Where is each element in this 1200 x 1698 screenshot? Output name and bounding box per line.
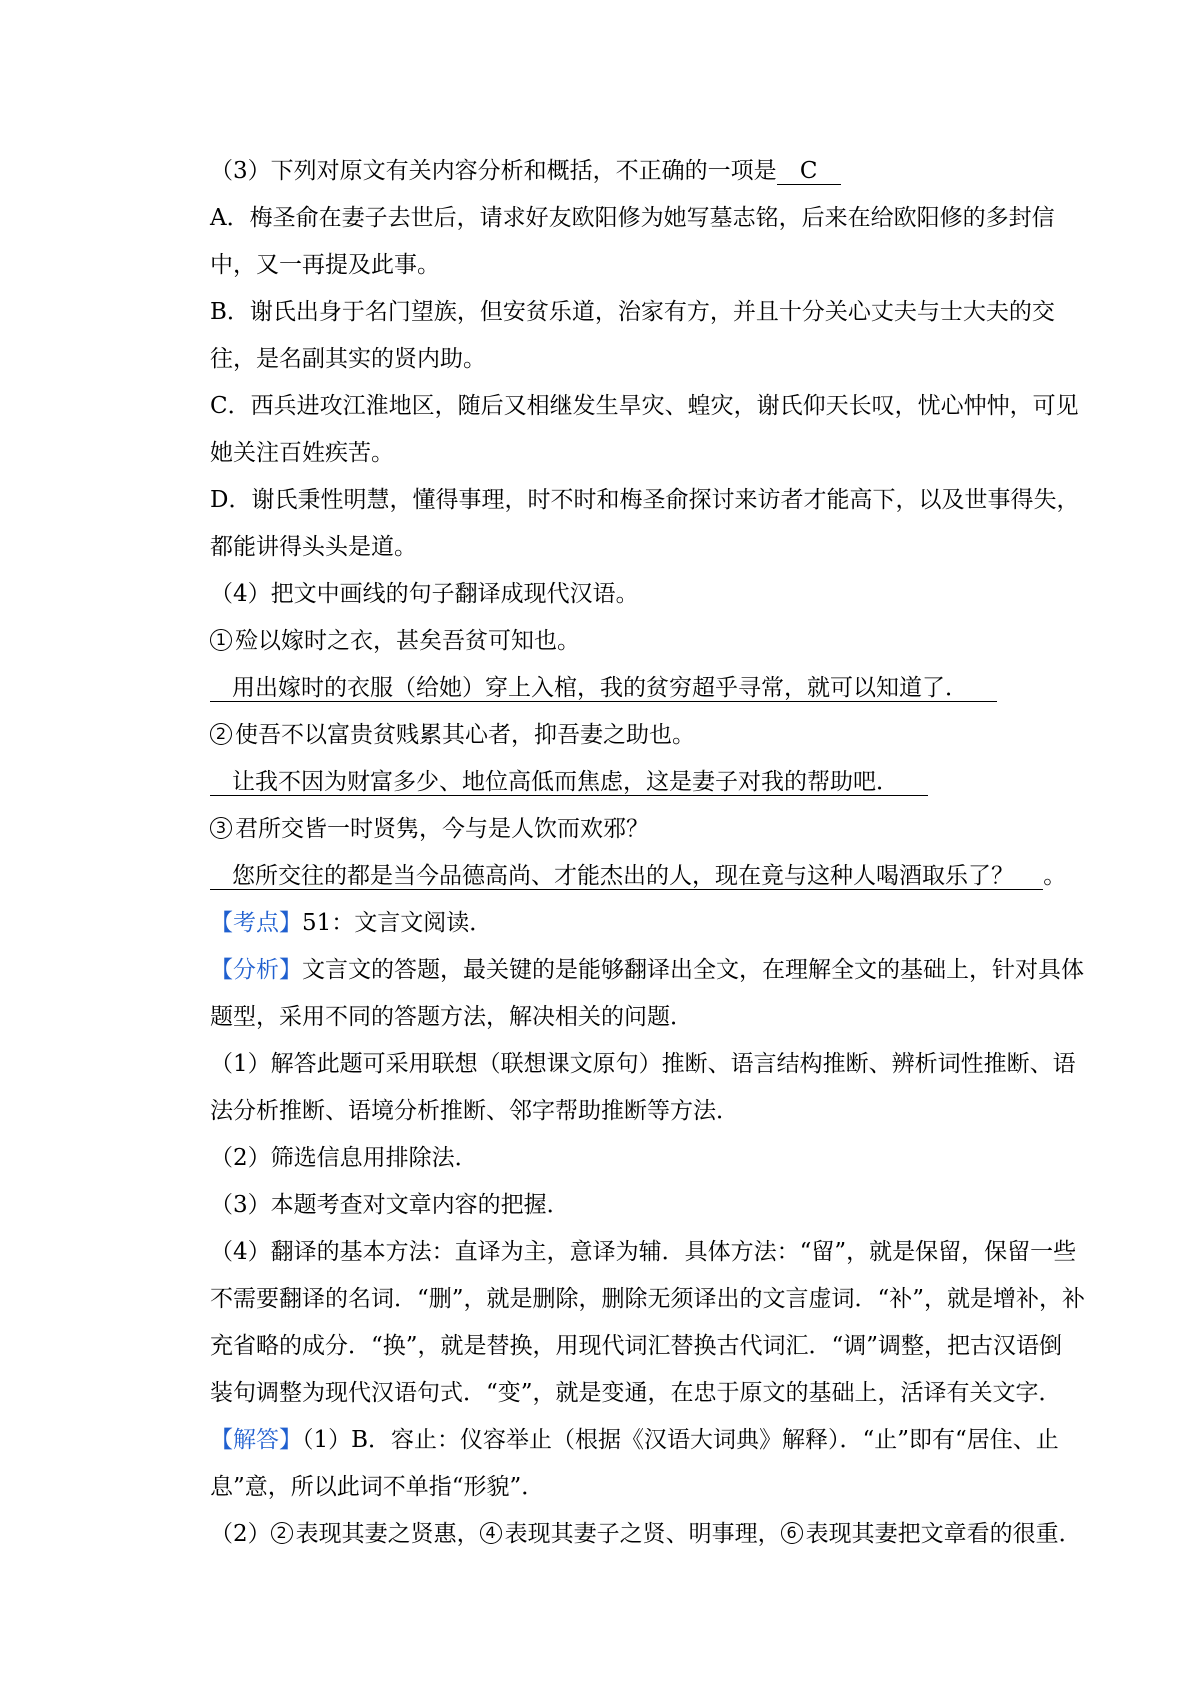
jieda-text-1: （1）B．容止：仪容举止（根据《汉语大词典》解释）．“止”即有“居住、止 xyxy=(302,1427,1059,1453)
circled-number: 2 xyxy=(210,723,232,745)
fenxi-p4-line3: 充省略的成分．“换”，就是替换，用现代词汇替换古代词汇．“调”调整，把古汉语倒 xyxy=(210,1333,1063,1359)
fenxi-p4-line1: （4）翻译的基本方法：直译为主，意译为辅．具体方法：“留”，就是保留，保留一些 xyxy=(210,1239,1077,1265)
q4-item-3-translation: 您所交往的都是当今品德高尚、才能杰出的人，现在竟与这种人喝酒取乐了？ xyxy=(231,863,1014,889)
q4-item-1-translation-line xyxy=(210,665,1030,712)
kaodian-tag: 【考点】 xyxy=(210,910,302,936)
jieda-line3-a: 表现其妻之贤惠， xyxy=(295,1521,480,1547)
fenxi-line1 xyxy=(210,947,1084,994)
document-content xyxy=(210,148,1086,1558)
q3-option-b-line1: B．谢氏出身于名门望族，但安贫乐道，治家有方，并且十分关心丈夫与士大夫的交 xyxy=(210,299,1055,325)
q3-option-a-line2: 中，又一再提及此事。 xyxy=(210,252,440,278)
q4-item-2-translation-line xyxy=(210,759,1030,806)
q4-prompt: （4）把文中画线的句子翻译成现代汉语。 xyxy=(210,581,639,607)
jieda-line1 xyxy=(210,1417,1059,1464)
fenxi-p4-line2: 不需要翻译的名词．“删”，就是删除，删除无须译出的文言虚词．“补”，就是增补，补 xyxy=(210,1286,1086,1312)
q4-item-3-translation-blank xyxy=(210,863,1043,890)
circled-number: 3 xyxy=(210,817,232,839)
q3-option-c-line1: C．西兵进攻江淮地区，随后又相继发生旱灾、蝗灾，谢氏仰天长叹，忧心忡忡，可见 xyxy=(210,393,1079,419)
fenxi-line2: 题型，采用不同的答题方法，解决相关的问题． xyxy=(210,1004,693,1030)
jieda-tag: 【解答】 xyxy=(210,1427,302,1453)
fenxi-p3: （3）本题考查对文章内容的把握． xyxy=(210,1192,570,1218)
fenxi-text-1: 文言文的答题，最关键的是能够翻译出全文，在理解全文的基础上，针对具体 xyxy=(302,957,1084,983)
circled-number: 1 xyxy=(210,629,232,651)
jieda-line3-prefix: （2） xyxy=(210,1521,271,1547)
q4-item-3-tail: 。 xyxy=(1043,863,1067,889)
fenxi-p1-line2: 法分析推断、语境分析推断、邻字帮助推断等方法． xyxy=(210,1098,739,1124)
jieda-line2: 息”意，所以此词不单指“形貌”． xyxy=(210,1474,545,1500)
fenxi-p4-line4: 装句调整为现代汉语句式．“变”，就是变通，在忠于原文的基础上，活译有关文字． xyxy=(210,1380,1062,1406)
fenxi-tag: 【分析】 xyxy=(210,957,302,983)
circled-number: 4 xyxy=(480,1522,502,1544)
q4-item-1-translation: 用出嫁时的衣服（给她）穿上入棺，我的贫穷超乎寻常，就可以知道了． xyxy=(231,675,968,701)
circled-number: 2 xyxy=(271,1522,293,1544)
q3-prompt: （3）下列对原文有关内容分析和概括，不正确的一项是 xyxy=(210,158,777,184)
q3-option-a-line1: A．梅圣俞在妻子去世后，请求好友欧阳修为她写墓志铭，后来在给欧阳修的多封信 xyxy=(210,205,1055,231)
q4-item-1-translation-blank xyxy=(210,675,997,702)
q4-item-2-sentence-line xyxy=(210,712,1030,759)
q4-item-2-translation-blank xyxy=(210,769,928,796)
circled-number: 6 xyxy=(781,1522,803,1544)
q3-option-d-line2: 都能讲得头头是道。 xyxy=(210,534,417,560)
q3-answer: C xyxy=(777,158,841,185)
q4-item-1-sentence-line xyxy=(210,618,1030,665)
jieda-line3-c: 表现其妻把文章看的很重． xyxy=(805,1521,1082,1547)
q3-option-d-line1: D．谢氏秉性明慧，懂得事理，时不时和梅圣俞探讨来访者才能高下，以及世事得失， xyxy=(210,487,1080,513)
fenxi-p2: （2）筛选信息用排除法． xyxy=(210,1145,478,1171)
q3-option-c-line2: 她关注百姓疾苦。 xyxy=(210,440,394,466)
jieda-line3 xyxy=(210,1511,1082,1558)
kaodian-line xyxy=(210,900,1030,947)
q4-item-3-translation-line xyxy=(210,853,1067,900)
jieda-line3-b: 表现其妻子之贤、明事理， xyxy=(504,1521,781,1547)
q4-item-2-translation: 让我不因为财富多少、地位高低而焦虑，这是妻子对我的帮助吧． xyxy=(231,769,899,795)
q3-option-b-line2: 往，是名副其实的贤内助。 xyxy=(210,346,486,372)
q3-prompt-line xyxy=(210,148,1030,195)
q4-item-3-sentence-line xyxy=(210,806,1030,853)
fenxi-p1-line1: （1）解答此题可采用联想（联想课文原句）推断、语言结构推断、辨析词性推断、语 xyxy=(210,1051,1076,1077)
q4-item-1-sentence: 殓以嫁时之衣，甚矣吾贫可知也。 xyxy=(235,628,580,654)
q4-item-2-sentence: 使吾不以富贵贫贱累其心者，抑吾妻之助也。 xyxy=(235,722,695,748)
q4-item-3-sentence: 君所交皆一时贤隽，今与是人饮而欢邪？ xyxy=(235,816,649,842)
kaodian-text: 51：文言文阅读． xyxy=(302,910,493,936)
